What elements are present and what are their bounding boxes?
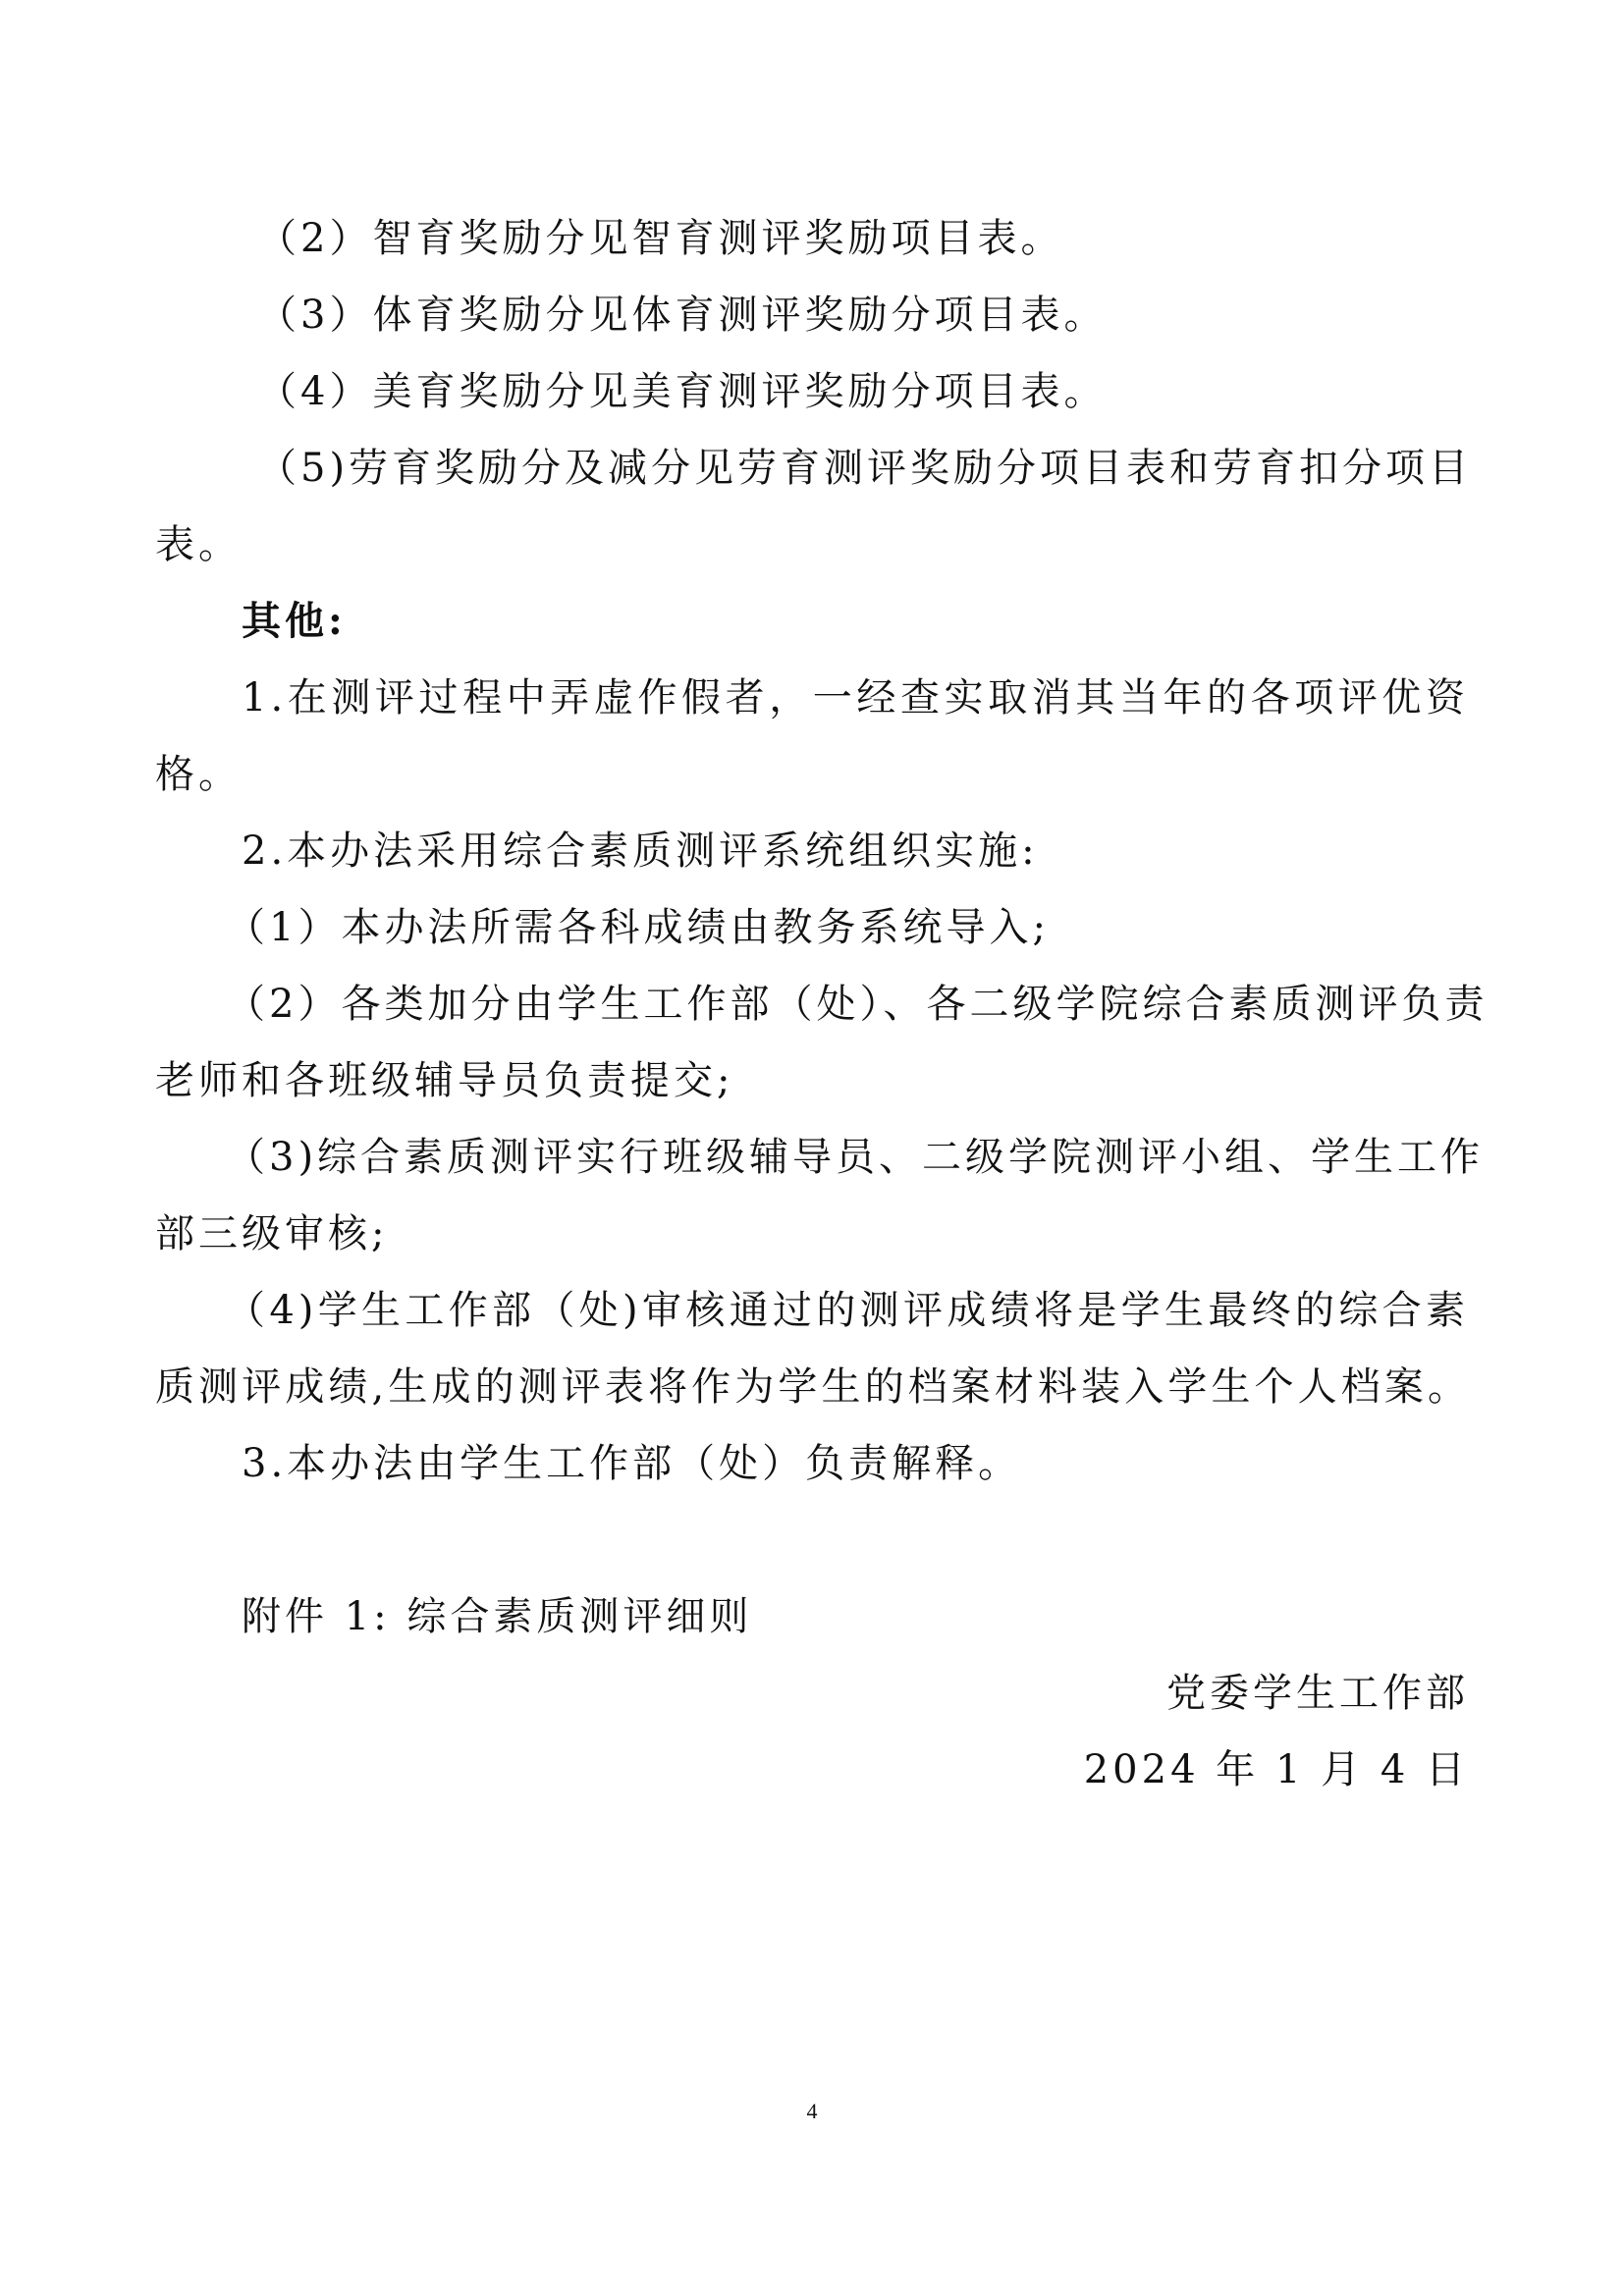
other-3-text: 3.本办法由学生工作部（处）负责解释。 bbox=[242, 1441, 1022, 1486]
item-5-text-line1: （5)劳育奖励分及减分见劳育测评奖励分项目表和劳育扣分项目 bbox=[257, 446, 1473, 491]
other-1-text-line1: 1.在测评过程中弄虚作假者，一经查实取消其当年的各项评优资 bbox=[242, 675, 1469, 721]
other-2-text: 2.本办法采用综合素质测评系统组织实施: bbox=[242, 828, 1039, 874]
item-5-text-line2: 表。 bbox=[155, 522, 242, 567]
signature-date: 2024 年 1 月 4 日 bbox=[1083, 1747, 1469, 1792]
other-2-sub2-text-line1: （2）各类加分由学生工作部（处）、各二级学院综合素质测评负责 bbox=[226, 982, 1489, 1027]
item-2-text: （2）智育奖励分见智育测评奖励项目表。 bbox=[257, 216, 1064, 261]
page-number: 4 bbox=[806, 2099, 818, 2123]
other-2-sub2-text-line2: 老师和各班级辅导员负责提交; bbox=[155, 1058, 734, 1103]
attachment-note: 附件 1: 综合素质测评细则 bbox=[242, 1594, 753, 1639]
other-2-sub4-text-line1: （4)学生工作部（处)审核通过的测评成绩将是学生最终的综合素 bbox=[226, 1288, 1469, 1333]
other-heading: 其他: bbox=[242, 598, 347, 644]
other-1-text-line2: 格。 bbox=[155, 752, 242, 797]
other-2-sub3-text-line1: （3)综合素质测评实行班级辅导员、二级学院测评小组、学生工作 bbox=[226, 1135, 1485, 1180]
item-4-text: （4）美育奖励分见美育测评奖励分项目表。 bbox=[257, 369, 1108, 414]
item-3-text: （3）体育奖励分见体育测评奖励分项目表。 bbox=[257, 293, 1108, 338]
other-2-sub4-text-line2: 质测评成绩,生成的测评表将作为学生的档案材料装入学生个人档案。 bbox=[155, 1364, 1469, 1410]
other-2-sub3-text-line2: 部三级审核; bbox=[155, 1211, 389, 1256]
signature-department: 党委学生工作部 bbox=[1166, 1671, 1469, 1716]
other-2-sub1-text: （1）本办法所需各科成绩由教务系统导入; bbox=[226, 905, 1050, 950]
